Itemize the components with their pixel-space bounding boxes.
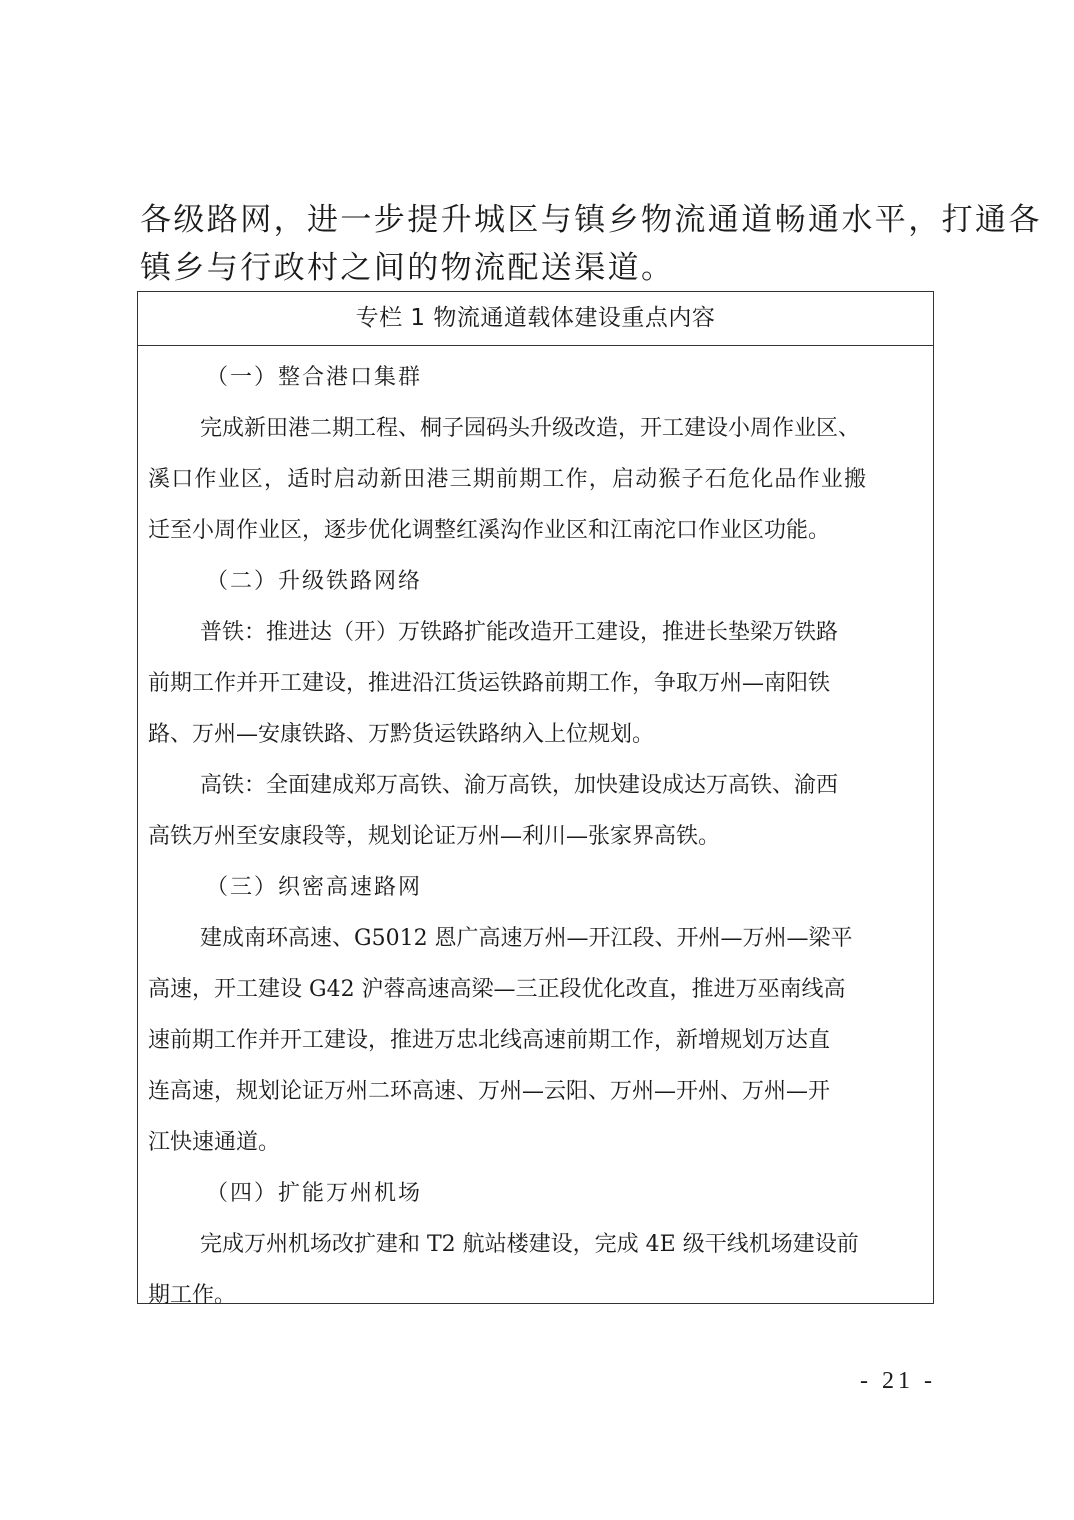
paragraph-line: 完成新田港二期工程、桐子园码头升级改造，开工建设小周作业区、 — [200, 416, 861, 441]
paragraph-line: 普铁：推进达（开）万铁路扩能改造开工建设，推进长垫梁万铁路 — [200, 620, 839, 645]
paragraph-line: 期工作。 — [148, 1283, 237, 1308]
intro-line: 镇乡与行政村之间的物流配送渠道。 — [140, 250, 675, 286]
paragraph-line: 高铁：全面建成郑万高铁、渝万高铁，加快建设成达万高铁、渝西 — [200, 773, 839, 798]
paragraph-line: 连高速，规划论证万州二环高速、万州—云阳、万州—开州、万州—开 — [148, 1079, 831, 1104]
column-body — [138, 346, 933, 1321]
section-heading-ports: （一）整合港口集群 — [206, 365, 423, 390]
paragraph-line: 迁至小周作业区，逐步优化调整红溪沟作业区和江南沱口作业区功能。 — [148, 518, 831, 543]
section-paragraph — [148, 403, 923, 556]
paragraph-line: 江快速通道。 — [148, 1130, 281, 1155]
paragraph-line: 完成万州机场改扩建和 T2 航站楼建设，完成 4E 级干线机场建设前 — [200, 1232, 859, 1257]
section-paragraph — [148, 913, 923, 1168]
paragraph-line: 高速，开工建设 G42 沪蓉高速高梁—三正段优化改直，推进万巫南线高 — [148, 977, 846, 1002]
paragraph-line: 路、万州—安康铁路、万黔货运铁路纳入上位规划。 — [148, 722, 655, 747]
section-paragraph — [148, 760, 923, 862]
section-paragraph — [148, 607, 923, 760]
paragraph-line: 高铁万州至安康段等，规划论证万州—利川—张家界高铁。 — [148, 824, 721, 849]
page-number: - 21 - — [860, 1368, 936, 1394]
paragraph-line: 前期工作并开工建设，推进沿江货运铁路前期工作，争取万州—南阳铁 — [148, 671, 831, 696]
intro-paragraph — [140, 196, 1042, 292]
intro-line: 各级路网，进一步提升城区与镇乡物流通道畅通水平，打通各 — [140, 202, 1042, 238]
section-heading-railway: （二）升级铁路网络 — [206, 569, 423, 594]
section-heading-airport: （四）扩能万州机场 — [206, 1181, 423, 1206]
paragraph-line: 溪口作业区，适时启动新田港三期前期工作，启动猴子石危化品作业搬 — [148, 467, 868, 492]
column-box — [137, 291, 934, 1308]
paragraph-line: 建成南环高速、G5012 恩广高速万州—开江段、开州—万州—梁平 — [200, 926, 853, 951]
section-heading-highway: （三）织密高速路网 — [206, 875, 423, 900]
column-title: 专栏 1 物流通道载体建设重点内容 — [138, 292, 933, 346]
section-paragraph — [148, 1219, 923, 1321]
paragraph-line: 速前期工作并开工建设，推进万忠北线高速前期工作，新增规划万达直 — [148, 1028, 831, 1053]
